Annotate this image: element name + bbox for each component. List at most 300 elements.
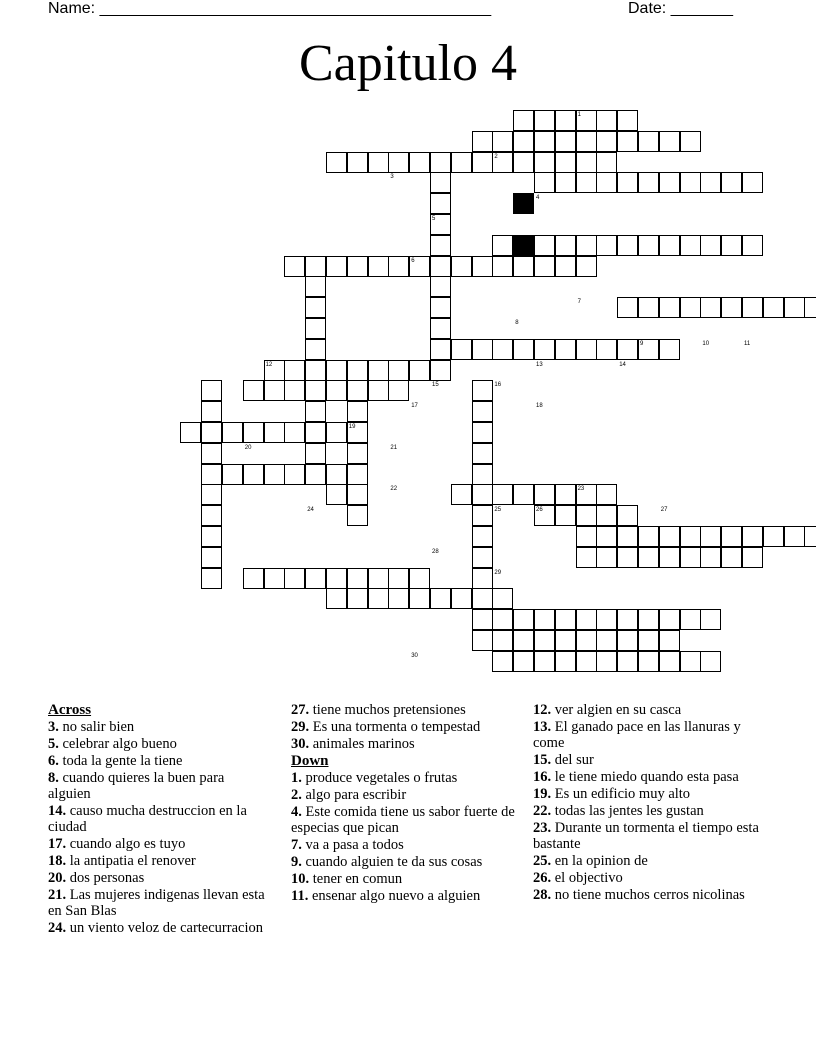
crossword-cell[interactable] <box>680 651 701 672</box>
crossword-cell[interactable] <box>368 568 389 589</box>
crossword-cell[interactable] <box>784 526 805 547</box>
crossword-cell[interactable] <box>201 505 222 526</box>
crossword-cell[interactable] <box>347 464 368 485</box>
crossword-cell[interactable] <box>513 256 534 277</box>
crossword-cell[interactable] <box>305 380 326 401</box>
crossword-cell[interactable] <box>430 588 451 609</box>
crossword-cell[interactable] <box>576 152 597 173</box>
crossword-cell[interactable] <box>243 422 264 443</box>
crossword-cell[interactable] <box>451 256 472 277</box>
clue-num: 5. <box>48 736 59 752</box>
crossword-cell[interactable] <box>576 505 597 526</box>
crossword-cell[interactable] <box>347 568 368 589</box>
crossword-cell[interactable] <box>617 651 638 672</box>
down-clue <box>533 752 763 768</box>
crossword-cell[interactable] <box>596 547 617 568</box>
crossword-cell[interactable] <box>472 443 493 464</box>
crossword-cell[interactable] <box>576 131 597 152</box>
crossword-cell[interactable] <box>201 380 222 401</box>
crossword-cell[interactable] <box>347 256 368 277</box>
crossword-cell[interactable] <box>659 297 680 318</box>
crossword-cell[interactable] <box>347 360 368 381</box>
crossword-cell[interactable] <box>305 318 326 339</box>
crossword-cell[interactable] <box>659 651 680 672</box>
clue-text: toda la gente la tiene <box>58 753 183 769</box>
across-clue <box>48 920 268 936</box>
crossword-cell[interactable] <box>388 152 409 173</box>
crossword-cell[interactable] <box>555 131 576 152</box>
crossword-cell[interactable] <box>700 235 721 256</box>
crossword-cell[interactable] <box>472 588 493 609</box>
crossword-cell[interactable] <box>201 422 222 443</box>
crossword-cell[interactable] <box>201 443 222 464</box>
crossword-cell[interactable] <box>534 131 555 152</box>
crossword-cell[interactable] <box>284 256 305 277</box>
clue-text: Este comida tiene us sabor fuerte de especias que pican <box>291 804 515 836</box>
crossword-cell[interactable] <box>534 256 555 277</box>
crossword-cell[interactable] <box>576 526 597 547</box>
crossword-cell[interactable] <box>451 588 472 609</box>
crossword-cell[interactable] <box>700 547 721 568</box>
crossword-cell[interactable] <box>472 401 493 422</box>
crossword-cell[interactable] <box>305 401 326 422</box>
crossword-cell[interactable] <box>243 380 264 401</box>
crossword-cell[interactable] <box>472 256 493 277</box>
crossword-cell[interactable] <box>555 235 576 256</box>
crossword-cell[interactable] <box>264 380 285 401</box>
clue-number: 2 <box>494 153 498 160</box>
crossword-cell[interactable] <box>617 609 638 630</box>
crossword-cell[interactable] <box>451 339 472 360</box>
crossword-cell[interactable] <box>409 152 430 173</box>
clue-text: cuando alguien te da sus cosas <box>301 854 483 870</box>
crossword-cell[interactable] <box>326 360 347 381</box>
crossword-cell[interactable] <box>804 526 816 547</box>
clue-num: 21. <box>48 887 67 903</box>
crossword-cell[interactable] <box>472 547 493 568</box>
crossword-cell[interactable] <box>742 297 763 318</box>
crossword-cell[interactable] <box>180 422 201 443</box>
crossword-cell[interactable] <box>596 526 617 547</box>
crossword-cell[interactable] <box>638 651 659 672</box>
crossword-cell[interactable] <box>305 464 326 485</box>
crossword-cell[interactable] <box>700 526 721 547</box>
crossword-cell[interactable] <box>201 401 222 422</box>
crossword-cell[interactable] <box>638 131 659 152</box>
crossword-cell[interactable] <box>492 131 513 152</box>
crossword-cell[interactable] <box>617 131 638 152</box>
down-clue <box>533 719 763 751</box>
crossword-cell[interactable] <box>264 568 285 589</box>
crossword-cell[interactable] <box>326 422 347 443</box>
crossword-cell[interactable] <box>596 630 617 651</box>
crossword-cell[interactable] <box>617 339 638 360</box>
crossword-cell[interactable] <box>430 318 451 339</box>
clues-column-1 <box>48 702 268 937</box>
crossword-cell[interactable] <box>659 131 680 152</box>
crossword-cell[interactable] <box>326 256 347 277</box>
crossword-cell[interactable] <box>721 235 742 256</box>
clue-text: va a pasa a todos <box>301 837 404 853</box>
crossword-cell[interactable] <box>284 360 305 381</box>
crossword-cell[interactable] <box>659 547 680 568</box>
clue-text: en la opinion de <box>551 853 648 869</box>
crossword-cell[interactable] <box>430 235 451 256</box>
crossword-cell[interactable] <box>284 568 305 589</box>
crossword-cell[interactable] <box>430 276 451 297</box>
crossword-cell[interactable] <box>264 422 285 443</box>
clue-number: 7 <box>577 299 581 306</box>
clue-text: Durante un tormenta el tiempo esta bastante <box>533 820 759 852</box>
crossword-cell[interactable] <box>451 484 472 505</box>
crossword-cell[interactable] <box>659 172 680 193</box>
crossword-cell[interactable] <box>596 235 617 256</box>
crossword-cell[interactable] <box>347 401 368 422</box>
crossword-cell[interactable] <box>305 297 326 318</box>
crossword-cell[interactable] <box>680 235 701 256</box>
crossword-cell[interactable] <box>700 651 721 672</box>
across-clue <box>48 853 268 869</box>
crossword-cell[interactable] <box>347 152 368 173</box>
crossword-cell[interactable] <box>492 256 513 277</box>
clue-text: un viento veloz de cartecurracion <box>66 920 263 936</box>
crossword-cell[interactable] <box>201 526 222 547</box>
crossword-cell[interactable] <box>638 547 659 568</box>
crossword-cell[interactable] <box>305 422 326 443</box>
crossword-cell[interactable] <box>472 422 493 443</box>
crossword-cell[interactable] <box>305 568 326 589</box>
clue-number: 10 <box>702 340 710 347</box>
crossword-cell[interactable] <box>347 380 368 401</box>
crossword-cell[interactable] <box>347 443 368 464</box>
crossword-cell[interactable] <box>243 464 264 485</box>
crossword-cell[interactable] <box>638 609 659 630</box>
clue-number: 14 <box>619 361 626 368</box>
crossword-cell[interactable] <box>284 464 305 485</box>
crossword-cell[interactable] <box>388 568 409 589</box>
crossword-cell[interactable] <box>659 526 680 547</box>
crossword-cell[interactable] <box>368 152 389 173</box>
crossword-cell[interactable] <box>472 505 493 526</box>
crossword-cell[interactable] <box>576 339 597 360</box>
crossword-cell[interactable] <box>680 297 701 318</box>
crossword-cell[interactable] <box>638 526 659 547</box>
clue-num: 16. <box>533 769 552 785</box>
crossword-cell[interactable] <box>576 547 597 568</box>
clue-text: causo mucha destruccion en la ciudad <box>48 803 247 835</box>
crossword-cell[interactable] <box>680 172 701 193</box>
crossword-cell[interactable] <box>513 339 534 360</box>
crossword-cell[interactable] <box>472 568 493 589</box>
crossword-cell[interactable] <box>326 588 347 609</box>
crossword-cell[interactable] <box>534 172 555 193</box>
crossword-cell[interactable] <box>492 630 513 651</box>
crossword-cell[interactable] <box>222 464 243 485</box>
crossword-cell[interactable] <box>368 380 389 401</box>
crossword-cell[interactable] <box>305 339 326 360</box>
crossword-cell[interactable] <box>430 172 451 193</box>
crossword-cell[interactable] <box>617 505 638 526</box>
crossword-cell[interactable] <box>368 360 389 381</box>
crossword-cell[interactable] <box>617 172 638 193</box>
crossword-cell[interactable] <box>347 484 368 505</box>
crossword-cell[interactable] <box>284 422 305 443</box>
clue-num: 24. <box>48 920 67 936</box>
crossword-cell[interactable] <box>513 110 534 131</box>
crossword-cell[interactable] <box>617 526 638 547</box>
crossword-cell[interactable] <box>555 256 576 277</box>
crossword-cell[interactable] <box>326 152 347 173</box>
down-clue <box>291 804 516 836</box>
crossword-cell[interactable] <box>555 152 576 173</box>
crossword-cell[interactable] <box>492 609 513 630</box>
crossword-cell[interactable] <box>472 152 493 173</box>
crossword-cell[interactable] <box>617 547 638 568</box>
crossword-cell[interactable] <box>534 152 555 173</box>
crossword-cell[interactable] <box>472 380 493 401</box>
across-clue <box>48 836 268 852</box>
crossword-cell[interactable] <box>596 609 617 630</box>
crossword-cell[interactable] <box>513 609 534 630</box>
crossword-cell[interactable] <box>409 588 430 609</box>
crossword-cell[interactable] <box>534 484 555 505</box>
crossword-cell[interactable] <box>513 131 534 152</box>
clue-text: dos personas <box>66 870 145 886</box>
crossword-cell[interactable] <box>513 484 534 505</box>
crossword-cell[interactable] <box>513 152 534 173</box>
crossword-cell[interactable] <box>576 172 597 193</box>
crossword-cell[interactable] <box>555 484 576 505</box>
crossword-cell[interactable] <box>742 526 763 547</box>
crossword-cell[interactable] <box>596 339 617 360</box>
clue-number: 12 <box>265 361 273 368</box>
crossword-cell[interactable] <box>201 464 222 485</box>
crossword-cell[interactable] <box>534 235 555 256</box>
crossword-cell[interactable] <box>596 152 617 173</box>
down-clue <box>533 702 763 718</box>
clue-number: 1 <box>577 112 581 118</box>
clue-num: 1. <box>291 770 302 786</box>
clue-num: 29. <box>291 719 310 735</box>
crossword-cell[interactable] <box>596 110 617 131</box>
crossword-cell[interactable] <box>388 380 409 401</box>
clue-text: no tiene muchos cerros nicolinas <box>551 887 745 903</box>
crossword-cell[interactable] <box>305 443 326 464</box>
crossword-cell[interactable] <box>638 172 659 193</box>
across-clue <box>48 770 268 802</box>
crossword-cell[interactable] <box>430 297 451 318</box>
crossword-cell[interactable] <box>700 297 721 318</box>
crossword-cell[interactable] <box>243 568 264 589</box>
crossword-cell[interactable] <box>326 380 347 401</box>
crossword-cell[interactable] <box>264 464 285 485</box>
crossword-cell[interactable] <box>555 651 576 672</box>
crossword-cell[interactable] <box>513 651 534 672</box>
crossword-cell[interactable] <box>617 110 638 131</box>
crossword-cell[interactable] <box>534 609 555 630</box>
crossword-cell[interactable] <box>596 505 617 526</box>
crossword-cell[interactable] <box>763 297 784 318</box>
crossword-cell[interactable] <box>596 131 617 152</box>
down-clue <box>291 888 516 904</box>
crossword-cell[interactable] <box>617 630 638 651</box>
clue-number: 6 <box>411 257 415 264</box>
crossword-cell[interactable] <box>555 339 576 360</box>
crossword-cell[interactable] <box>534 110 555 131</box>
crossword-cell[interactable] <box>388 360 409 381</box>
crossword-cell[interactable] <box>617 297 638 318</box>
crossword-cell[interactable] <box>347 505 368 526</box>
across-clue <box>48 870 268 886</box>
crossword-cell[interactable] <box>492 339 513 360</box>
crossword-cell[interactable] <box>472 609 493 630</box>
crossword-cell[interactable] <box>742 547 763 568</box>
crossword-cell[interactable] <box>513 630 534 651</box>
crossword-cell[interactable] <box>638 235 659 256</box>
clue-number: 19 <box>348 424 356 430</box>
crossword-cell[interactable] <box>472 630 493 651</box>
crossword-cell[interactable] <box>680 547 701 568</box>
crossword-cell[interactable] <box>305 256 326 277</box>
crossword-cell[interactable] <box>430 339 451 360</box>
across-clue <box>291 736 516 752</box>
crossword-cell[interactable] <box>492 484 513 505</box>
clue-num: 30. <box>291 736 310 752</box>
crossword-cell[interactable] <box>721 172 742 193</box>
crossword-cell[interactable] <box>305 360 326 381</box>
crossword-cell[interactable] <box>492 651 513 672</box>
crossword-cell[interactable] <box>368 588 389 609</box>
crossword-cell[interactable] <box>784 297 805 318</box>
crossword-cell[interactable] <box>326 484 347 505</box>
crossword-cell[interactable] <box>638 630 659 651</box>
crossword-cell[interactable] <box>347 588 368 609</box>
page-title: Capitulo 4 <box>298 35 518 92</box>
clues-column-3 <box>533 702 763 904</box>
clue-num: 11. <box>291 888 309 904</box>
crossword-cell[interactable] <box>617 235 638 256</box>
crossword-cell[interactable] <box>680 131 701 152</box>
crossword-cell[interactable] <box>742 172 763 193</box>
clue-num: 10. <box>291 871 310 887</box>
clue-text: la antipatia el renover <box>66 853 196 869</box>
crossword-cell[interactable] <box>368 256 389 277</box>
crossword-cell[interactable] <box>596 651 617 672</box>
across-clue <box>291 719 516 735</box>
crossword-cell[interactable] <box>305 276 326 297</box>
crossword-cell[interactable] <box>472 484 493 505</box>
crossword-cell[interactable] <box>596 172 617 193</box>
clue-text: tener en comun <box>309 871 403 887</box>
crossword-cell[interactable] <box>659 609 680 630</box>
clue-number: 8 <box>515 320 519 326</box>
crossword-cell[interactable] <box>555 609 576 630</box>
crossword-cell[interactable] <box>472 339 493 360</box>
down-clue <box>291 854 516 870</box>
crossword-cell[interactable] <box>555 172 576 193</box>
crossword-cell[interactable] <box>430 256 451 277</box>
crossword-cell[interactable] <box>284 380 305 401</box>
crossword-cell[interactable] <box>492 588 513 609</box>
crossword-cell[interactable] <box>555 630 576 651</box>
crossword-cell[interactable] <box>721 297 742 318</box>
clue-num: 12. <box>533 702 552 718</box>
crossword-cell[interactable] <box>576 630 597 651</box>
down-clue <box>533 853 763 869</box>
across-clue <box>48 887 268 919</box>
crossword-cell[interactable] <box>804 297 816 318</box>
clue-num: 7. <box>291 837 302 853</box>
crossword-cell[interactable] <box>326 464 347 485</box>
crossword-cell[interactable] <box>472 526 493 547</box>
crossword-cell[interactable] <box>763 526 784 547</box>
date-field-label[interactable]: Date: _______ <box>628 0 733 17</box>
crossword-cell[interactable] <box>576 256 597 277</box>
crossword-cell[interactable] <box>326 568 347 589</box>
crossword-cell[interactable] <box>451 152 472 173</box>
clue-number: 20 <box>244 444 252 451</box>
crossword-cell[interactable] <box>659 235 680 256</box>
clue-num: 2. <box>291 787 302 803</box>
clue-number: 21 <box>390 444 398 451</box>
crossword-cell[interactable] <box>721 547 742 568</box>
black-square <box>513 193 534 214</box>
crossword-cell[interactable] <box>472 131 493 152</box>
crossword-cell[interactable] <box>388 588 409 609</box>
crossword-cell[interactable] <box>201 568 222 589</box>
crossword-cell[interactable] <box>680 526 701 547</box>
crossword-cell[interactable] <box>700 172 721 193</box>
crossword-cell[interactable] <box>680 609 701 630</box>
crossword-cell[interactable] <box>492 235 513 256</box>
crossword-cell[interactable] <box>201 547 222 568</box>
clue-text: el objectivo <box>551 870 623 886</box>
crossword-cell[interactable] <box>742 235 763 256</box>
crossword-cell[interactable] <box>596 484 617 505</box>
crossword-cell[interactable] <box>576 651 597 672</box>
crossword-cell[interactable] <box>659 630 680 651</box>
crossword-cell[interactable] <box>430 360 451 381</box>
down-clue <box>533 786 763 802</box>
crossword-cell[interactable] <box>576 235 597 256</box>
clue-number: 28 <box>432 548 439 555</box>
crossword-cell[interactable] <box>700 609 721 630</box>
crossword-cell[interactable] <box>201 484 222 505</box>
crossword-cell[interactable] <box>430 152 451 173</box>
crossword-cell[interactable] <box>409 568 430 589</box>
crossword-cell[interactable] <box>555 110 576 131</box>
crossword-cell[interactable] <box>721 526 742 547</box>
clue-text: no salir bien <box>58 719 135 735</box>
crossword-cell[interactable] <box>638 297 659 318</box>
clue-number: 4 <box>536 195 540 202</box>
crossword-cell[interactable] <box>388 256 409 277</box>
crossword-cell[interactable] <box>576 609 597 630</box>
crossword-cell[interactable] <box>555 505 576 526</box>
crossword-cell[interactable] <box>472 464 493 485</box>
crossword-cell[interactable] <box>222 422 243 443</box>
crossword-cell[interactable] <box>430 193 451 214</box>
crossword-cell[interactable] <box>534 630 555 651</box>
clue-number: 15 <box>432 382 439 389</box>
clue-text: animales marinos <box>309 736 415 752</box>
crossword-cell[interactable] <box>534 651 555 672</box>
across-clue <box>48 736 268 752</box>
name-field-label[interactable]: Name: ____________________________________________ <box>48 0 492 17</box>
crossword-cell[interactable] <box>659 339 680 360</box>
crossword-cell[interactable] <box>534 339 555 360</box>
crossword-cell[interactable] <box>409 360 430 381</box>
